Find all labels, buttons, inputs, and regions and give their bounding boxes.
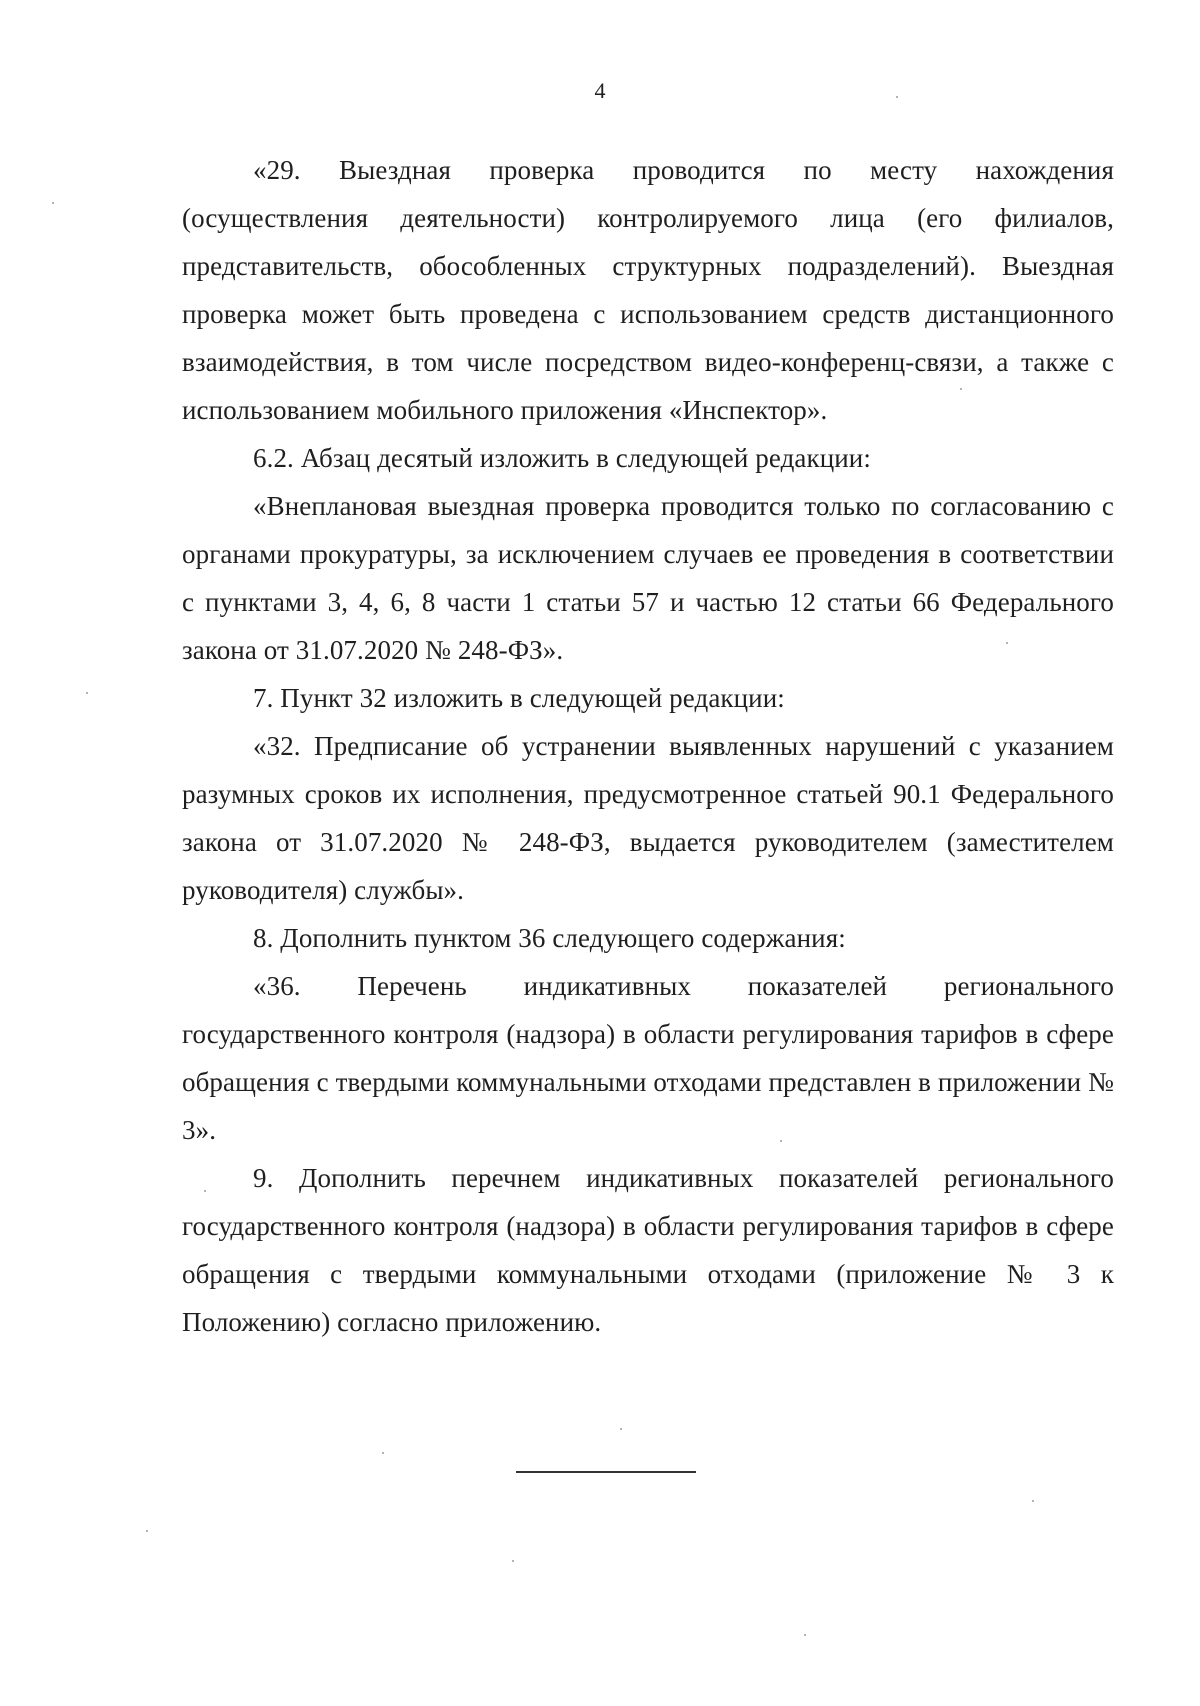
page-number: 4 — [594, 78, 606, 103]
scan-speck — [896, 96, 898, 98]
scan-speck — [382, 1452, 384, 1454]
scan-speck — [1006, 642, 1008, 644]
scan-speck — [86, 692, 88, 694]
paragraph-36: «36. Перечень индикативных показателей регионального государственного контроля (надзора) в области регулирования тарифов в сфере обращения с твердыми коммунальными отходами представлен в приложении № 3». — [182, 971, 1114, 1145]
paragraph-7: 7. Пункт 32 изложить в следующей редакции: — [253, 683, 785, 713]
scan-speck — [204, 1190, 206, 1192]
scan-speck — [512, 1560, 514, 1562]
paragraph-6-2: 6.2. Абзац десятый изложить в следующей редакции: — [253, 443, 871, 473]
scan-speck — [1032, 1500, 1034, 1502]
scan-speck — [780, 1140, 782, 1142]
paragraph-unplanned-inspection: «Внеплановая выездная проверка проводится только по согласованию с органами прокуратуры, за исключением случаев ее проведения в соответствии с пунктами 3, 4, 6, 8 части 1 статьи 57 и частью 12 статьи 66 Федерального закона от 31.07.2020 № 248-ФЗ». — [182, 491, 1114, 665]
scan-speck — [960, 388, 962, 390]
paragraph-32: «32. Предписание об устранении выявленных нарушений с указанием разумных сроков их исполнения, предусмотренное статьей 90.1 Федерального закона от 31.07.2020 № 248-ФЗ, выдается руководителем (заместителем руководителя) службы». — [182, 731, 1114, 905]
closing-rule — [516, 1471, 696, 1473]
paragraph-8: 8. Дополнить пунктом 36 следующего содержания: — [253, 923, 846, 953]
scan-speck — [620, 1428, 622, 1430]
scan-speck — [146, 1530, 148, 1532]
scan-speck — [804, 1634, 806, 1636]
document-body — [182, 146, 1114, 1346]
paragraph-29: «29. Выездная проверка проводится по месту нахождения (осуществления деятельности) контролируемого лица (его филиалов, представительств, обособленных структурных подразделений). Выездная проверка может быть проведена с использованием средств дистанционного взаимодействия, в том числе посредством видео-конференц-связи, а также с использованием мобильного приложения «Инспектор». — [182, 155, 1114, 425]
scan-speck — [52, 202, 54, 204]
paragraph-9: 9. Дополнить перечнем индикативных показателей регионального государственного контроля (надзора) в области регулирования тарифов в сфере обращения с твердыми коммунальными отходами (приложение № 3 к Положению) согласно приложению. — [182, 1163, 1114, 1337]
